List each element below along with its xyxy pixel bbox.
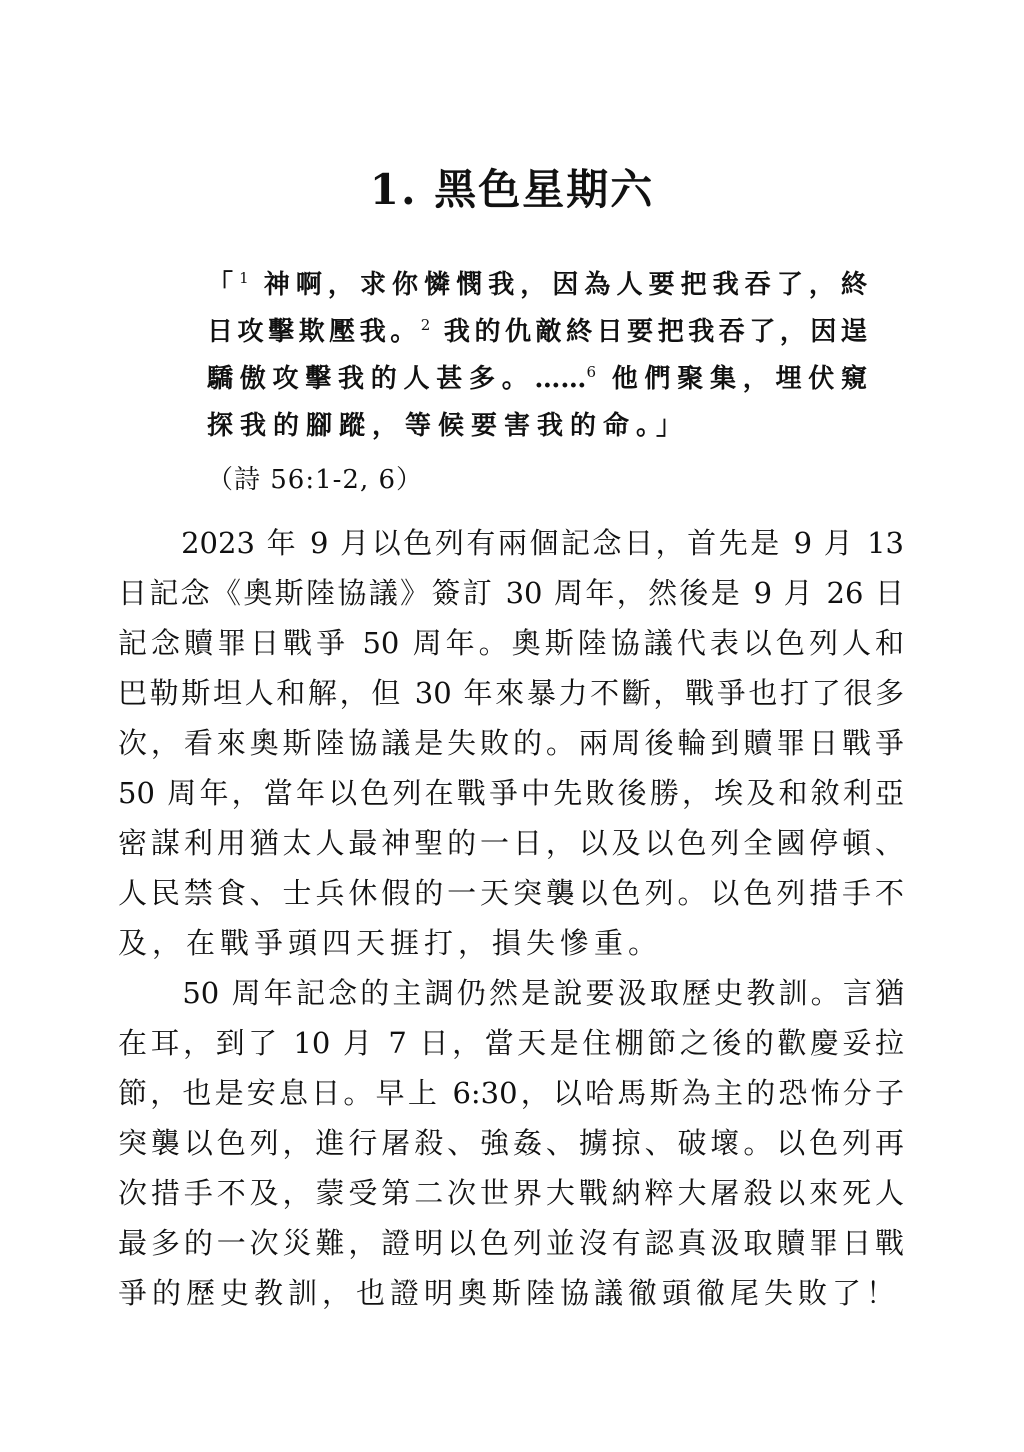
quote-text: 神啊，求你憐憫我，因為人要把我吞了，終	[248, 270, 867, 300]
quote-line	[207, 309, 867, 356]
paragraph-line: 50 周年，當年以色列在戰爭中先敗後勝，埃及和敘利亞	[118, 776, 904, 810]
paragraph-line: 及，在戰爭頭四天捱打，損失慘重。	[118, 926, 663, 960]
paragraph-line: 巴勒斯坦人和解，但 30 年來暴力不斷，戰爭也打了很多	[118, 676, 904, 710]
paragraph-line: 人民禁食、士兵休假的一天突襲以色列。以色列措手不	[118, 876, 904, 910]
paragraph-line: 2023 年 9 月以色列有兩個記念日，首先是 9 月 13	[118, 526, 904, 560]
quote-line	[207, 356, 867, 403]
verse-number: 1	[239, 269, 249, 287]
paragraph-line: 次，看來奧斯陸協議是失敗的。兩周後輪到贖罪日戰爭	[118, 726, 904, 760]
scripture-quote	[207, 262, 867, 450]
paragraph-line: 節，也是安息日。早上 6:30，以哈馬斯為主的恐怖分子	[118, 1076, 904, 1110]
quote-open-mark: 「	[207, 270, 240, 300]
paragraph-line: 突襲以色列，進行屠殺、強姦、擄掠、破壞。以色列再	[118, 1126, 904, 1160]
quote-text: 驕傲攻擊我的人甚多。……	[207, 364, 587, 394]
paragraph-line: 次措手不及，蒙受第二次世界大戰納粹大屠殺以來死人	[118, 1176, 904, 1210]
paragraph-line: 最多的一次災難，證明以色列並沒有認真汲取贖罪日戰	[118, 1226, 904, 1260]
quote-line	[207, 403, 867, 450]
verse-number: 2	[420, 316, 431, 334]
paragraph-line: 50 周年記念的主調仍然是說要汲取歷史教訓。言猶	[118, 976, 904, 1010]
quote-text: 探我的腳蹤，等候要害我的命。」	[207, 411, 690, 441]
chapter-title: 1. 黑色星期六	[369, 165, 655, 214]
paragraph-line: 日記念《奧斯陸協議》簽訂 30 周年，然後是 9 月 26 日	[118, 576, 904, 610]
body-paragraph	[118, 968, 904, 1318]
scripture-reference: （詩 56:1-2, 6）	[207, 465, 424, 495]
paragraph-line: 密謀利用猶太人最神聖的一日，以及以色列全國停頓、	[118, 826, 904, 860]
quote-text: 我的仇敵終日要把我吞了，因逞	[430, 317, 867, 347]
paragraph-line: 在耳，到了 10 月 7 日，當天是住棚節之後的歡慶妥拉	[118, 1026, 904, 1060]
paragraph-line: 記念贖罪日戰爭 50 周年。奧斯陸協議代表以色列人和	[118, 626, 904, 660]
paragraph-line: 爭的歷史教訓，也證明奧斯陸協議徹頭徹尾失敗了！	[118, 1276, 901, 1310]
quote-text: 他們聚集，埋伏窺	[595, 364, 867, 394]
quote-line	[207, 262, 867, 309]
verse-number: 6	[586, 363, 596, 381]
quote-text: 日攻擊欺壓我。	[207, 317, 421, 347]
body-paragraph	[118, 518, 904, 968]
